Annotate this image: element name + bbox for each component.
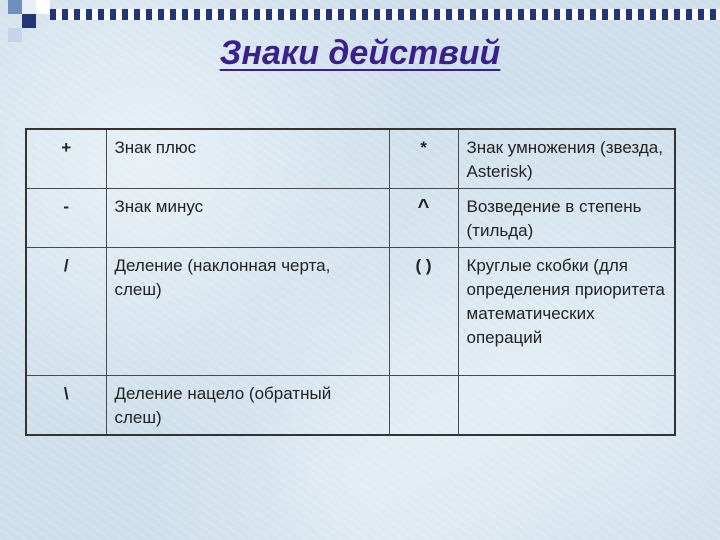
slide-title: Знаки действий (219, 34, 501, 72)
operator-description: Возведение в степень (тильда) (458, 189, 675, 248)
operator-description: Деление нацело (обратный слеш) (106, 376, 389, 436)
decor-top-bar (50, 9, 720, 20)
operator-description: Знак минус (106, 189, 389, 248)
table-row (26, 129, 675, 189)
operator-description: Деление (наклонная черта, слеш) (106, 248, 389, 376)
operator-description: Круглые скобки (для определения приоритета математических операций (458, 248, 675, 376)
operator-symbol: / (26, 248, 106, 376)
operator-symbol: ( ) (389, 248, 458, 376)
operator-symbol: + (26, 129, 106, 189)
operators-table (25, 128, 676, 436)
decor-square (36, 0, 50, 14)
operator-symbol: ^ (389, 189, 458, 248)
operator-description: Знак плюс (106, 129, 389, 189)
operator-symbol: * (389, 129, 458, 189)
decor-square (22, 14, 36, 28)
table-row (26, 248, 675, 376)
decor-square (8, 0, 22, 14)
table-row (26, 189, 675, 248)
operator-symbol (389, 376, 458, 436)
operator-symbol: - (26, 189, 106, 248)
operator-description: Знак умножения (звезда, Asterisk) (458, 129, 675, 189)
operator-description (458, 376, 675, 436)
operator-symbol: \ (26, 376, 106, 436)
table-row (26, 376, 675, 436)
decor-square (22, 0, 36, 14)
